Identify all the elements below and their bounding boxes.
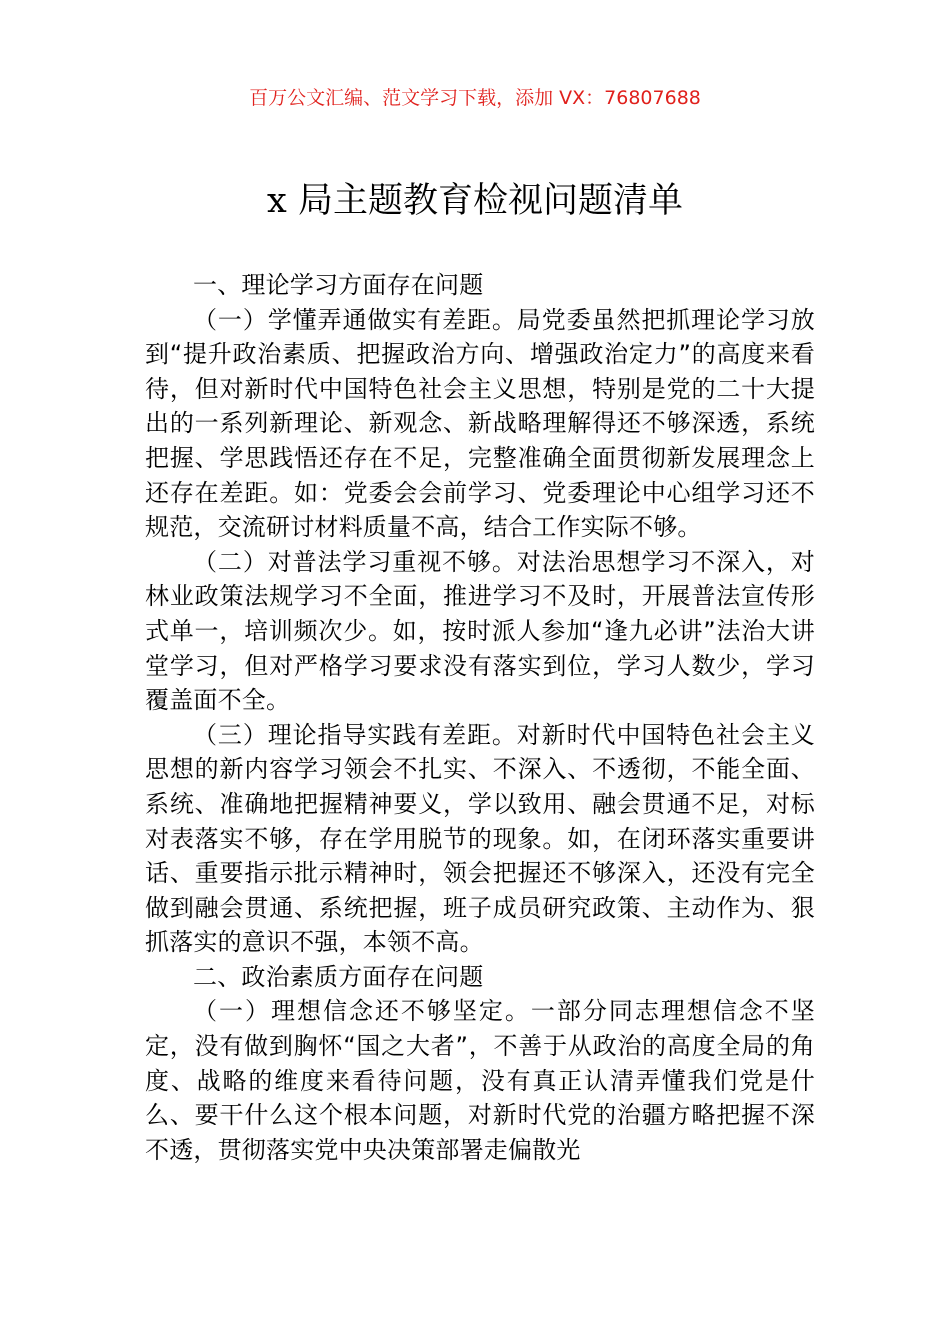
- paragraph-1-3: （三）理论指导实践有差距。对新时代中国特色社会主义思想的新内容学习领会不扎实、不深入、不透彻，不能全面、系统、准确地把握精神要义，学以致用、融会贯通不足，对标对表落实不够，存在学用脱节的现象。如，在闭环落实重要讲话、重要指示批示精神时，领会把握还不够深入，还没有完全做到融会贯通、系统把握，班子成员研究政策、主动作为、狠抓落实的意识不强，本领不高。: [145, 720, 815, 957]
- title-main: 局主题教育检视问题清单: [297, 181, 683, 221]
- paragraph-1-2: （二）对普法学习重视不够。对法治思想学习不深入，对林业政策法规学习不全面，推进学习不及时，开展普法宣传形式单一，培训频次少。如，按时派人参加“逢九必讲”法治大讲堂学习，但对严格学习要求没有落实到位，学习人数少，学习覆盖面不全。: [145, 547, 815, 715]
- paragraph-1-1: （一）学懂弄通做实有差距。局党委虽然把抓理论学习放到“提升政治素质、把握政治方向、增强政治定力”的高度来看待，但对新时代中国特色社会主义思想，特别是党的二十大提出的一系列新理论、新观念、新战略理解得还不够深透，系统把握、学思践悟还存在不足，完整准确全面贯彻新发展理念上还存在差距。如：党委会会前学习、党委理论中心组学习还不规范，交流研讨材料质量不高，结合工作实际不够。: [145, 305, 815, 542]
- document-title: [0, 176, 950, 226]
- paragraph-2-1: （一）理想信念还不够坚定。一部分同志理想信念不坚定，没有做到胸怀“国之大者”，不善于从政治的高度全局的角度、战略的维度来看待问题，没有真正认清弄懂我们党是什么、要干什么这个根本问题，对新时代党的治疆方略把握不深不透，贯彻落实党中央决策部署走偏散光: [145, 997, 815, 1164]
- document-body: [145, 268, 815, 1167]
- section-heading-1: 一、理论学习方面存在问题: [193, 271, 484, 299]
- section-heading-2: 二、政治素质方面存在问题: [193, 962, 484, 991]
- promo-banner: 百万公文汇编、范文学习下载，添加 VX：76807688: [249, 87, 701, 109]
- title-prefix: x: [267, 181, 287, 221]
